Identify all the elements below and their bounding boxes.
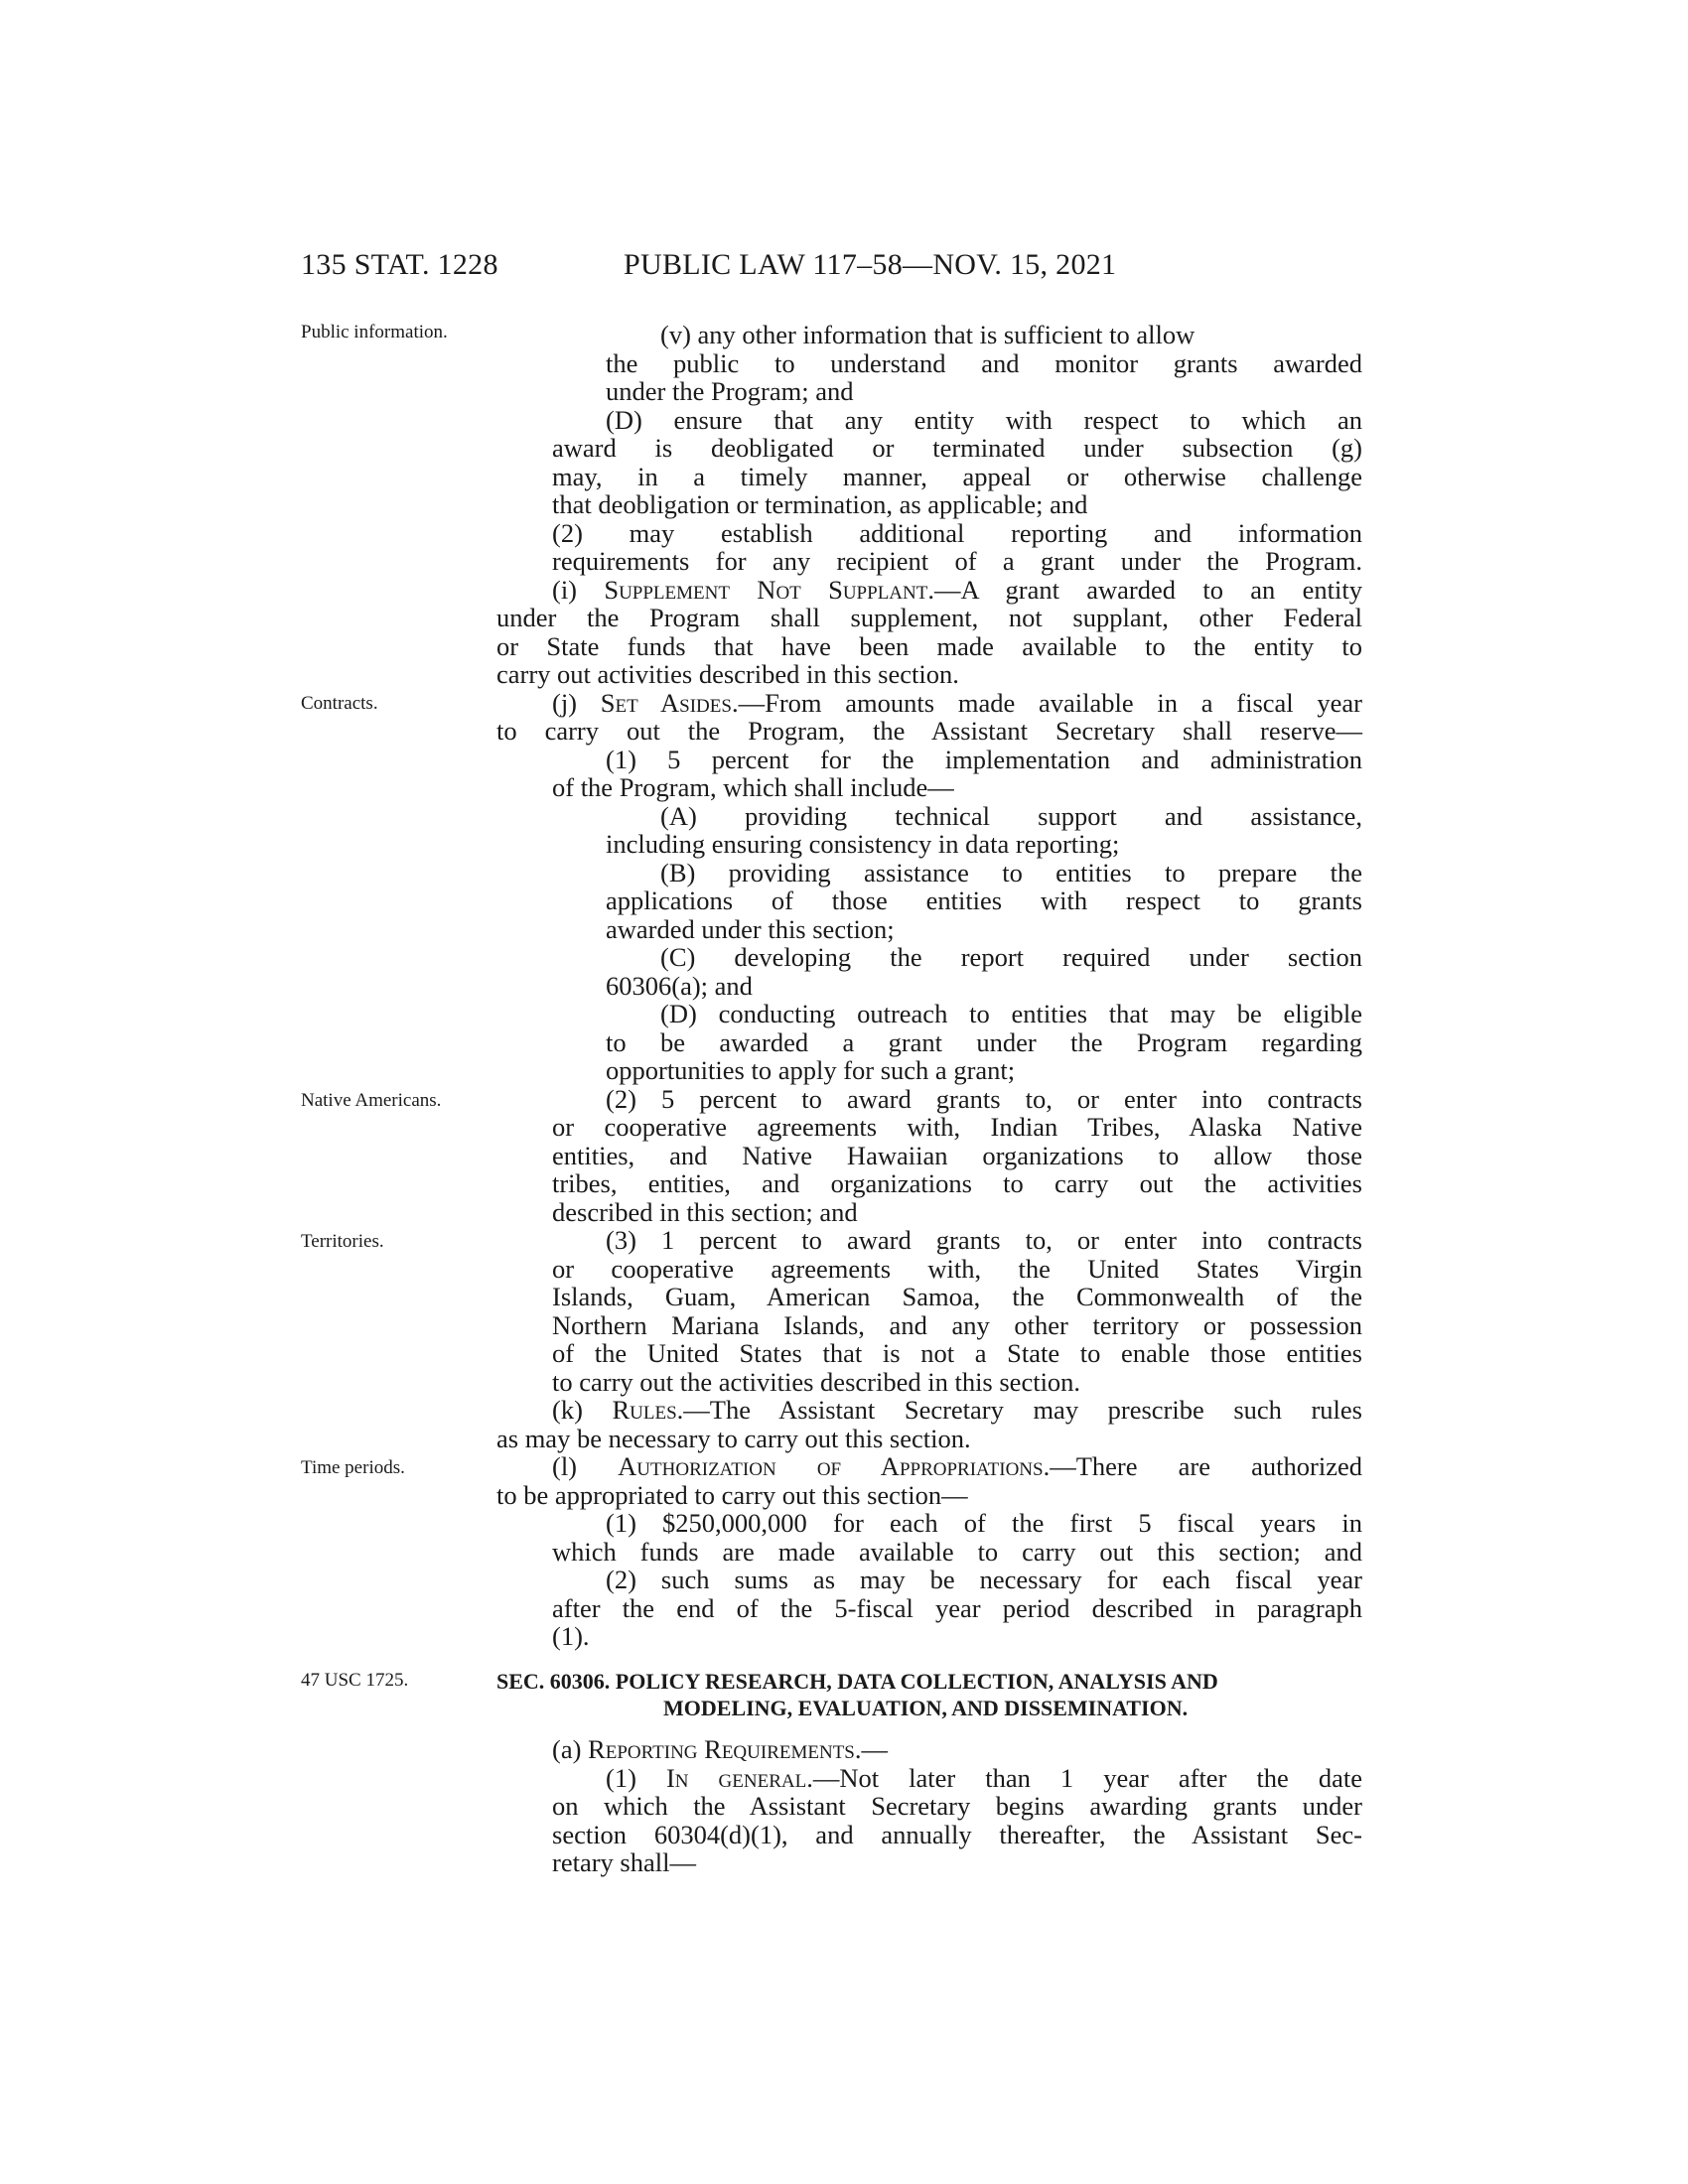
- text-line: (l) Authorization of Appropriations.—There are authorized: [552, 1451, 1362, 1481]
- text-line: (3) 1 percent to award grants to, or enter into contracts: [606, 1225, 1362, 1255]
- text-line: (2) may establish additional reporting and information: [552, 518, 1362, 548]
- text-line: (2) 5 percent to award grants to, or enter into contracts: [606, 1084, 1362, 1114]
- text-line: to carry out the Program, the Assistant Secretary shall reserve—: [496, 716, 1362, 746]
- text-line: retary shall—: [552, 1847, 696, 1877]
- text-line: (a) Reporting Requirements.—: [552, 1734, 888, 1764]
- text-line: (1).: [552, 1621, 590, 1651]
- text-line: Northern Mariana Islands, and any other territory or possession: [552, 1310, 1362, 1340]
- text-line: applications of those entities with respect to grants: [606, 886, 1362, 915]
- text-line: of the United States that is not a State to enable those entities: [552, 1338, 1362, 1368]
- text-line: described in this section; and: [552, 1197, 858, 1227]
- text-line: under the Program shall supplement, not supplant, other Federal: [496, 603, 1362, 632]
- section-heading-line-2: MODELING, EVALUATION, AND DISSEMINATION.: [663, 1696, 1189, 1720]
- heading-set-asides: Set Asides: [600, 688, 732, 718]
- text-line: (k) Rules.—The Assistant Secretary may prescribe such rules: [552, 1395, 1362, 1425]
- text-line: of the Program, which shall include—: [552, 772, 954, 802]
- text-line: as may be necessary to carry out this section.: [496, 1424, 971, 1453]
- text-line: (j) Set Asides.—From amounts made available in a fiscal year: [552, 688, 1363, 718]
- margin-note-public-information: Public information.: [301, 322, 448, 342]
- text-line: (C) developing the report required under section: [660, 942, 1362, 972]
- text-line: that deobligation or termination, as applicable; and: [552, 489, 1088, 519]
- heading-reporting-requirements: Reporting Requirements: [588, 1734, 855, 1764]
- margin-note-territories: Territories.: [301, 1231, 384, 1252]
- section-heading-line-1: SEC. 60306. POLICY RESEARCH, DATA COLLECTION, ANALYSIS AND: [496, 1669, 1218, 1694]
- text-line: to carry out the activities described in this section.: [552, 1367, 1081, 1397]
- text-line: (1) 5 percent for the implementation and administration: [606, 745, 1362, 774]
- margin-note-native-americans: Native Americans.: [301, 1090, 442, 1111]
- page-stat-number: 135 STAT. 1228: [301, 248, 498, 281]
- text-line: award is deobligated or terminated under subsection (g): [552, 433, 1362, 463]
- text-line: (D) ensure that any entity with respect to which an: [606, 405, 1362, 435]
- text-line: Islands, Guam, American Samoa, the Commonwealth of the: [552, 1282, 1362, 1311]
- text-line: awarded under this section;: [606, 914, 895, 944]
- text-line: carry out activities described in this section.: [496, 659, 959, 689]
- heading-in-general: In general: [665, 1763, 807, 1793]
- text-line: the public to understand and monitor grants awarded: [606, 348, 1362, 378]
- text-line: or cooperative agreements with, Indian Tribes, Alaska Native: [552, 1112, 1362, 1142]
- text-line: (A) providing technical support and assistance,: [660, 801, 1362, 831]
- text-line: (D) conducting outreach to entities that may be eligible: [660, 999, 1362, 1028]
- text-line: section 60304(d)(1), and annually thereafter, the Assistant Sec-: [552, 1820, 1362, 1849]
- text-line: tribes, entities, and organizations to carry out the activities: [552, 1168, 1362, 1198]
- text-line: or cooperative agreements with, the United States Virgin: [552, 1254, 1362, 1284]
- heading-rules: Rules: [612, 1395, 677, 1425]
- text-line: (1) $250,000,000 for each of the first 5 fiscal years in: [606, 1508, 1362, 1538]
- text-line: opportunities to apply for such a grant;: [606, 1055, 1016, 1085]
- text-line: requirements for any recipient of a grant under the Program.: [552, 546, 1362, 576]
- text-line: to be awarded a grant under the Program regarding: [606, 1027, 1362, 1057]
- text-line: (i) Supplement Not Supplant.—A grant awarded to an entity: [552, 575, 1362, 605]
- text-line: (2) such sums as may be necessary for each fiscal year: [606, 1565, 1362, 1594]
- text-line: including ensuring consistency in data reporting;: [606, 829, 1120, 859]
- text-line: (v) any other information that is sufficient to allow: [660, 320, 1196, 349]
- text-line: 60306(a); and: [606, 971, 753, 1001]
- text-line: to be appropriated to carry out this section—: [496, 1480, 968, 1510]
- text-line: or State funds that have been made available to the entity to: [496, 631, 1362, 661]
- text-line: (B) providing assistance to entities to prepare the: [660, 858, 1362, 887]
- text-line: which funds are made available to carry out this section; and: [552, 1537, 1362, 1567]
- margin-note-time-periods: Time periods.: [301, 1457, 405, 1478]
- text-line: (1) In general.—Not later than 1 year after the date: [606, 1763, 1362, 1793]
- text-line: under the Program; and: [606, 376, 854, 406]
- margin-note-usc-citation: 47 USC 1725.: [301, 1670, 409, 1691]
- heading-supplement-not-supplant: Supplement Not Supplant: [604, 575, 928, 605]
- text-line: entities, and Native Hawaiian organizations to allow those: [552, 1141, 1362, 1170]
- margin-note-contracts: Contracts.: [301, 693, 378, 714]
- text-line: on which the Assistant Secretary begins awarding grants under: [552, 1791, 1362, 1821]
- heading-authorization-of-appropriations: Authorization of Appropriations: [618, 1451, 1044, 1481]
- text-line: may, in a timely manner, appeal or otherwise challenge: [552, 462, 1362, 491]
- text-line: after the end of the 5-fiscal year period described in paragraph: [552, 1593, 1362, 1623]
- page-running-title: PUBLIC LAW 117–58—NOV. 15, 2021: [624, 248, 1117, 281]
